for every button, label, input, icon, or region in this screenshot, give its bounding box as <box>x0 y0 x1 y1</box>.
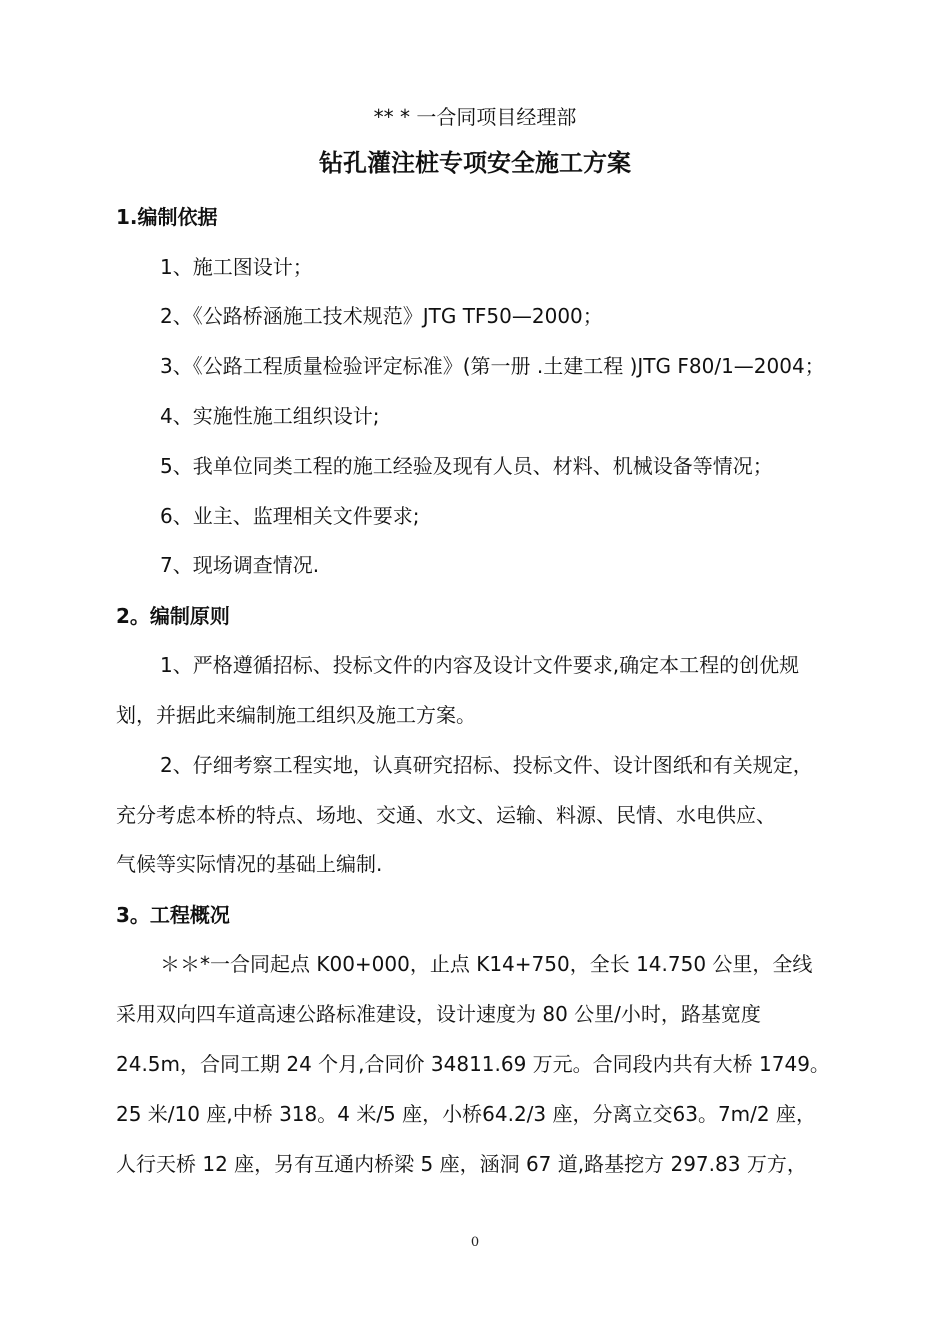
organization-name: ** * 一合同项目经理部 <box>373 105 577 129</box>
basis-item-2: 2、《公路桥涵施工技术规范》JTG TF50—2000； <box>160 304 603 328</box>
section-1-heading: 1.编制依据 <box>116 205 218 229</box>
overview-line-3: 24.5m，合同工期 24 个月,合同价 34811.69 万元。合同段内共有大桥 1749。 <box>116 1052 830 1076</box>
basis-item-1: 1、施工图设计； <box>160 255 313 279</box>
overview-line-4: 25 米/10 座,中桥 318。4 米/5 座，小桥64.2/3 座，分离立交63。7m/2 座， <box>116 1102 816 1126</box>
document-title: 钻孔灌注桩专项安全施工方案 <box>319 149 631 177</box>
basis-item-5: 5、我单位同类工程的施工经验及现有人员、材料、机械设备等情况； <box>160 454 773 478</box>
section-3-heading: 3。工程概况 <box>116 903 230 927</box>
principle-2-line-1: 2、仔细考察工程实地，认真研究招标、投标文件、设计图纸和有关规定， <box>160 753 813 777</box>
overview-line-1: ＊＊*一合同起点 K00+000，止点 K14+750，全长 14.750 公里，全线 <box>160 952 813 976</box>
principle-2-line-3: 气候等实际情况的基础上编制. <box>116 852 383 876</box>
basis-item-4: 4、实施性施工组织设计; <box>160 404 380 428</box>
principle-1-line-2: 划，并据此来编制施工组织及施工方案。 <box>116 703 476 727</box>
overview-line-2: 采用双向四车道高速公路标准建设，设计速度为 80 公里/小时，路基宽度 <box>116 1002 761 1026</box>
basis-item-3: 3、《公路工程质量检验评定标准》(第一册 .土建工程 )JTG F80/1—2004； <box>160 354 825 378</box>
overview-line-5: 人行天桥 12 座，另有互通内桥梁 5 座，涵洞 67 道,路基挖方 297.83 万方， <box>116 1152 807 1176</box>
section-2-heading: 2。编制原则 <box>116 604 230 628</box>
basis-item-7: 7、现场调查情况. <box>160 553 320 577</box>
page-number: 0 <box>470 1235 480 1250</box>
basis-item-6: 6、业主、监理相关文件要求; <box>160 504 420 528</box>
principle-1-line-1: 1、严格遵循招标、投标文件的内容及设计文件要求,确定本工程的创优规 <box>160 653 800 677</box>
principle-2-line-2: 充分考虑本桥的特点、场地、交通、水文、运输、料源、民情、水电供应、 <box>116 803 776 827</box>
